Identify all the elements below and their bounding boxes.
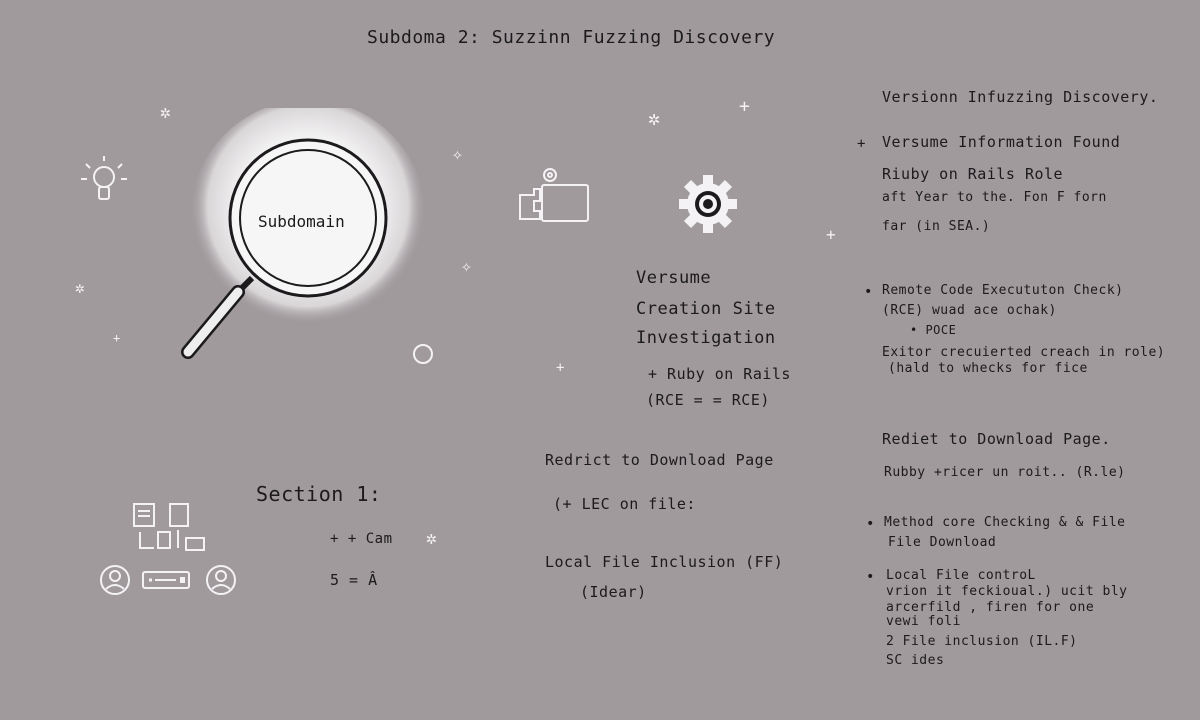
right-text: Remote Code Execututon Check) <box>882 283 1124 298</box>
right-heading: Versionn Infuzzing Discovery. <box>882 88 1159 106</box>
bullet-icon: + <box>857 136 866 152</box>
section-heading: Section 1: <box>256 482 382 506</box>
subdomain-label: Subdomain <box>258 212 345 231</box>
section-line: + + Cam <box>330 531 393 547</box>
middle-text: (Idear) <box>580 583 647 601</box>
right-text: aft Year to the. Fon F forn <box>882 190 1107 205</box>
page-title: Subdoma 2: Suzzinn Fuzzing Discovery <box>367 27 776 48</box>
section-line: 5 = Â <box>330 571 378 589</box>
document-icon <box>132 502 212 554</box>
right-text: (hald to whecks for fice <box>888 361 1088 376</box>
person-icon <box>98 564 238 596</box>
right-text: Method core Checking & & File <box>884 515 1126 530</box>
right-text: arcerfild , firen for one <box>886 600 1095 615</box>
right-text: SC ides <box>886 653 945 668</box>
magnifier-icon <box>180 108 440 368</box>
middle-text: Creation Site <box>636 299 776 319</box>
middle-text: Investigation <box>636 328 776 348</box>
bullet-icon: • <box>866 516 875 532</box>
right-text: Riuby on Rails Role <box>882 165 1064 183</box>
right-text: 2 File inclusion (IL.F) <box>886 634 1078 649</box>
circle-icon <box>413 344 433 364</box>
bullet-icon: • <box>866 569 875 585</box>
right-text: Rediet to Download Page. <box>882 430 1111 448</box>
middle-text: Versume <box>636 268 712 288</box>
sparkle-icon: + <box>826 225 836 244</box>
sparkle-icon: ✲ <box>75 278 85 297</box>
sparkle-icon: ✲ <box>160 102 171 123</box>
sparkle-icon: ✧ <box>461 256 472 277</box>
right-text: Versume Information Found <box>882 133 1121 151</box>
middle-text: Redrict to Download Page <box>545 451 774 469</box>
middle-text: (RCE = = RCE) <box>646 391 770 409</box>
sparkle-icon: + <box>556 360 565 376</box>
right-text: File Download <box>888 535 997 550</box>
middle-text: Local File Inclusion (FF) <box>545 553 784 571</box>
puzzle-icon <box>516 165 596 229</box>
right-text: Local File controL <box>886 568 1036 583</box>
sparkle-icon: + <box>113 331 121 345</box>
bullet-icon: • <box>864 284 873 300</box>
right-text: (RCE) wuad ace ochak) <box>882 303 1057 318</box>
sparkle-icon: + <box>739 96 750 117</box>
right-text: far (in SEA.) <box>882 219 991 234</box>
right-text: Rubby +ricer un roit.. (R.le) <box>884 465 1126 480</box>
right-text: Exitor crecuierted creach in role) <box>882 345 1166 360</box>
sparkle-icon: ✧ <box>452 144 463 165</box>
sparkle-icon: ✲ <box>648 106 661 130</box>
middle-text: (+ LEC on file: <box>553 495 696 513</box>
right-text: vrion it feckioual.) ucit bly <box>886 584 1128 599</box>
gear-icon <box>676 172 740 236</box>
sparkle-icon: ✲ <box>426 528 437 549</box>
right-text: • POCE <box>910 323 957 337</box>
right-text: vewi foli <box>886 614 961 629</box>
lightbulb-icon <box>78 152 132 208</box>
middle-text: + Ruby on Rails <box>648 365 791 383</box>
